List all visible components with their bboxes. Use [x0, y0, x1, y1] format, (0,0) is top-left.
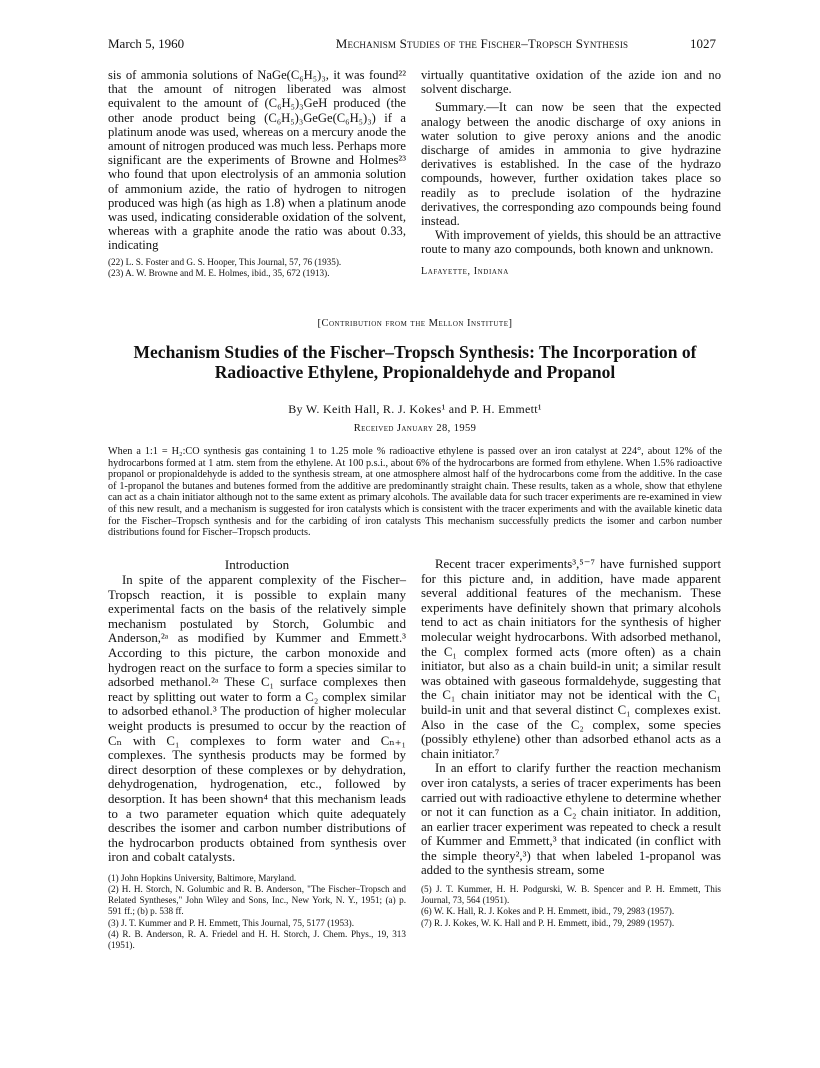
summary-paragraph: Summary.—It can now be seen that the expected analogy between the anodic discharge of oxy anions in water solution to give peroxy anions and the anodic discharge of amides in ammonia to give hydrazine derivatives is established. In the case of the hydrazo compounds, however, further oxidation takes place so readily as to preclude isolation of the hydrazine derivatives, the corresponding azo compounds being found instead. [421, 100, 721, 229]
header-date: March 5, 1960 [108, 36, 185, 51]
prev-article-right-column [421, 68, 721, 279]
footnotes-left [108, 873, 406, 951]
abstract: When a 1:1 = H₂:CO synthesis gas containing 1 to 1.25 mole % radioactive ethylene is passed over an iron catalyst at 224°, about 12% of the hydrocarbons formed at 1 atm. stem from the ethylene. At 100 p.s.i., about 6% of the hydrocarbons are formed from ethylene. When 1.5% radioactive propanol or propionaldehyde is added to the synthesis stream, at one atmosphere almost half of the hydrocarbons come from the additive. In the case of 1-propanol the butanes and butenes formed from the additive are predominantly straight chain. These results, taken as a whole, show that ethylene can act as a chain initiator although not to the same extent as primary alcohols. The available data for such tracer experiments are re-examined in view of this new result, and a mechanism is suggested for iron catalysts which is consistent with the tracer experiments and with the available kinetic data for the Fischer–Tropsch synthesis and for the carbiding of iron catalysts This mechanism successfully predicts the isomer and carbon number distributions found for Fischer–Tropsch products. [108, 446, 722, 539]
prev-article-left-column [108, 68, 406, 279]
author-byline: By W. Keith Hall, R. J. Kokes¹ and P. H. Emmett¹ [288, 402, 542, 416]
affiliation-location: Lafayette, Indiana [421, 265, 509, 277]
received-date: Received January 28, 1959 [353, 423, 477, 434]
contribution-note: [Contribution from the Mellon Institute] [317, 318, 513, 329]
introduction-paragraph: In spite of the apparent complexity of the Fischer–Tropsch reaction, it is possible to explain many experimental facts on the basis of the relatively simple mechanism postulated by Storch, Golumbic and Anderson,²ᵃ as modified by Kummer and Emmett.³ According to this picture, the carbon monoxide and hydrogen react on the surface to form a species similar to adsorbed methanol.²ᵃ These C₁ surface complexes then react by splitting out water to form a C₂ complex similar to adsorbed ethanol.³ The production of higher molecular weight products is presumed to occur by the reaction of Cₙ with C₁ complexes to form water and Cₙ₊₁ complexes. The synthesis products may be formed by direct desorption of these complexes or by dehydration, dehydrogenation, hydrogenation, etc., followed by desorption. It has been shown⁴ that this mechanism leads to a two parameter equation which quite adequately describes the isomer and carbon number distributions of the hydrocarbon products obtained from synthesis over iron and cobalt catalysts. [108, 573, 406, 865]
prev-article-continuation: virtually quantitative oxidation of the azide ion and no solvent discharge. [421, 68, 721, 97]
footnote-7: (7) R. J. Kokes, W. K. Hall and P. H. Emmett, ibid., 79, 2989 (1957). [421, 917, 675, 928]
prev-article-paragraph: sis of ammonia solutions of NaGe(C₆H₅)₃, it was found²² that the amount of nitrogen liberated was almost equivalent to the amount of (C₆H₅)₃GeH produced (the other anode product being (C₆H₅)₃GeGe(C₆H₅)₃) if a platinum anode was used, whereas on a mercury anode the amount of nitrogen produced was much less. Perhaps more significant are the experiments of Browne and Holmes²³ who found that upon electrolysis of an ammonia solution of ammonium azide, the ratio of hydrogen to nitrogen produced was high (as high as 1.8) when a platinum anode was used, indicating considerable oxidation of the solvent, whereas with a graphite anode the ratio was about 0.33, indicating [108, 68, 406, 253]
introduction-left-column [108, 573, 406, 951]
footnote-5: (5) J. T. Kummer, H. H. Podgurski, W. B. Spencer and P. H. Emmett, This Journal, 73, 564 (1951). [421, 884, 721, 906]
page-number: 1027 [690, 36, 716, 51]
footnote-22: (22) L. S. Foster and G. S. Hooper, This Journal, 57, 76 (1935). [108, 256, 342, 267]
footnote-3: (3) J. T. Kummer and P. H. Emmett, This Journal, 75, 5177 (1953). [108, 917, 354, 928]
footnote-23: (23) A. W. Browne and M. E. Holmes, ibid., 35, 672 (1913). [108, 267, 330, 278]
footnote-4: (4) R. B. Anderson, R. A. Friedel and H. H. Storch, J. Chem. Phys., 19, 313 (1951). [108, 928, 406, 951]
introduction-right-column [421, 557, 721, 929]
effort-paragraph: In an effort to clarify further the reaction mechanism over iron catalysts, a series of tracer experiments has been carried out with radioactive ethylene to determine whether or not it can function as a C₂ chain initiator. In addition, an earlier tracer experiment was repeated to check a result of Kummer and Emmett,³ that indicated (in conflict with the simple theory²,³) that when labeled 1-propanol was added to the synthesis stream, some [421, 761, 721, 878]
footnote-2: (2) H. H. Storch, N. Golumbic and R. B. Anderson, "The Fischer–Tropsch and Related Syntheses," John Wiley and Sons, Inc., New York, N. Y., 1951; (a) p. 591 ff.; (b) p. 538 ff. [108, 884, 406, 917]
footnotes-right [421, 884, 721, 929]
footnote-6: (6) W. K. Hall, R. J. Kokes and P. H. Emmett, ibid., 79, 2983 (1957). [421, 906, 675, 917]
tracer-paragraph: Recent tracer experiments³,⁵⁻⁷ have furnished support for this picture and, in addition, have made apparent several additional features of the mechanism. These experiments have definitely shown that primary alcohols tend to act as chain initiators for the synthesis of higher molecular weight hydrocarbons. With adsorbed methanol, the C₁ complex formed acts (more often) as a chain initiator, but also as a chain build-in unit; a similar result was obtained with gaseous formaldehyde, suggesting that the C₁ chain initiator may not be identical with the C₁ build-in unit and that several distinct C₁ complexes exist. Also in the case of the C₂ complex, some species (possibly ethylene) other than adsorbed ethanol acts as a chain initiator.⁷ [421, 557, 721, 761]
running-title: Mechanism Studies of the Fischer–Tropsch Synthesis [335, 36, 629, 51]
article-title: Mechanism Studies of the Fischer–Tropsch Synthesis: The Incorporation of Radioactive Ethylene, Propionaldehyde and Propanol [133, 342, 697, 382]
summary-paragraph-2: With improvement of yields, this should be an attractive route to many azo compounds, both known and unknown. [421, 228, 721, 257]
footnote-1: (1) John Hopkins University, Baltimore, Maryland. [108, 872, 297, 883]
section-heading-introduction: Introduction [224, 557, 290, 572]
footnotes-prev [108, 257, 406, 279]
